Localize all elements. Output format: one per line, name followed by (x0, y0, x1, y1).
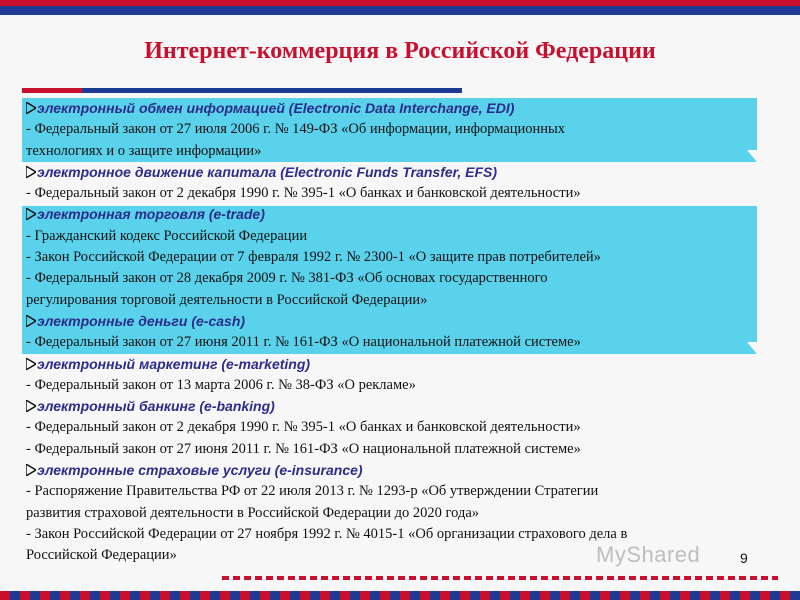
section-e-banking (26, 396, 776, 460)
section-line: - Распоряжение Правительства РФ от 22 июля 2013 г. № 1293-р «Об утверждении Стратегии (26, 483, 599, 500)
section-heading: электронный маркетинг (e-marketing) (37, 355, 311, 372)
watermark-logo: MyShared (596, 542, 701, 567)
arrow-bullet-icon (26, 358, 36, 370)
bottom-dashed-rule (222, 576, 778, 580)
section-e-marketing (26, 354, 776, 397)
arrow-bullet-icon (26, 166, 36, 178)
arrow-bullet-icon (26, 102, 36, 114)
section-line: - Федеральный закон от 2 декабря 1990 г. № 395-1 «О банках и банковской деятельности» (26, 419, 581, 436)
page-number: 9 (740, 550, 748, 566)
section-edi (26, 98, 776, 162)
section-line: - Закон Российской Федерации от 27 ноября 1992 г. № 4015-1 «Об организации страхового дела в (26, 525, 628, 542)
arrow-bullet-icon (26, 400, 36, 412)
section-heading: электронное движение капитала (Electronic Funds Transfer, EFS) (37, 163, 497, 180)
section-line: - Федеральный закон от 13 марта 2006 г. № 38-ФЗ «О рекламе» (26, 376, 416, 393)
section-line: регулирования торговой деятельности в Российской Федерации» (26, 291, 428, 308)
top-blue-stripe (0, 6, 800, 15)
section-line: - Федеральный закон от 2 декабря 1990 г. № 395-1 «О банках и банковской деятельности» (26, 185, 581, 202)
section-line: - Федеральный закон от 27 июня 2011 г. № 161-ФЗ «О национальной платежной системе» (26, 440, 581, 457)
section-heading: электронный обмен информацией (Electronic Data Interchange, EDI) (37, 100, 515, 116)
section-line: - Гражданский кодекс Российской Федерации (26, 227, 308, 244)
arrow-bullet-icon (26, 464, 36, 476)
section-line: - Федеральный закон от 28 декабря 2009 г. № 381-ФЗ «Об основах государственного (26, 270, 548, 287)
section-line: Российской Федерации» (26, 547, 177, 564)
section-line: - Закон Российской Федерации от 7 февраля 1992 г. № 2300-1 «О защите прав потребителей» (26, 249, 601, 266)
section-line: технологиях и о защите информации» (26, 142, 262, 159)
section-e-trade (26, 204, 776, 310)
slide-content (26, 98, 776, 567)
section-heading: электронные деньги (e-cash) (37, 312, 246, 329)
section-efs (26, 162, 776, 205)
section-heading: электронный банкинг (e-banking) (37, 398, 275, 415)
title-underline-accent (22, 88, 82, 93)
section-line: - Федеральный закон от 27 июля 2006 г. № 149-ФЗ «Об информации, информационных (26, 121, 566, 138)
section-line: развития страховой деятельности в Российской Федерации до 2020 года» (26, 504, 480, 521)
section-heading: электронная торговля (e-trade) (37, 206, 265, 223)
title-underline (22, 88, 462, 93)
section-heading: электронные страховые услуги (e-insurance) (37, 462, 363, 479)
arrow-bullet-icon (26, 208, 36, 220)
section-line: - Федеральный закон от 27 июня 2011 г. № 161-ФЗ «О национальной платежной системе» (26, 334, 581, 351)
arrow-bullet-icon (26, 315, 36, 327)
bottom-stripe (0, 591, 800, 600)
slide-title: Интернет-коммерция в Российской Федерации (144, 38, 656, 64)
section-e-cash (26, 311, 776, 354)
